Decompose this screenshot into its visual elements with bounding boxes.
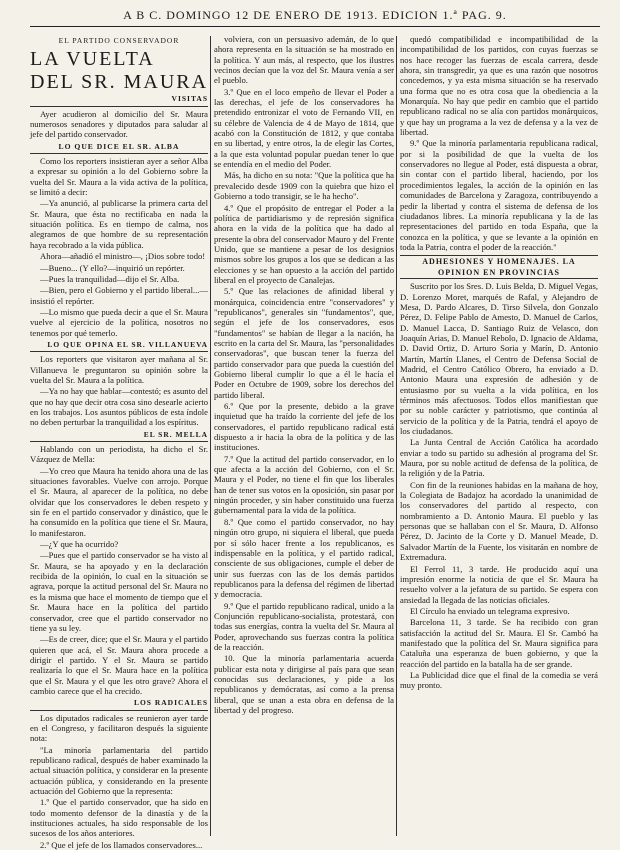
paragraph: 1.º Que el partido conservador, que ha sido en todo momento defensor de la dinastía y de la instituciones actuales, ha sido responsable de los sucesos de los años anteriores. (30, 797, 208, 839)
paragraph: La Junta Central de Acción Católica ha acordado enviar a todo su partido su adhesión al programa del Sr. Maura, por su noble actitud de defensa de la política, de la religión y de la Patria. (400, 437, 598, 479)
paragraph: El Ferrol 11, 3 tarde. He producido aquí una impresión enorme la noticia de que el Sr. Maura ha resuelto volver a la jefatura de su partido. Se espera con ansiedad la llegada de las noticias oficiales. (400, 563, 598, 605)
paragraph: —Pues la tranquilidad—dijo el Sr. Alba. (40, 273, 180, 284)
paragraph: El Círculo ha enviado un telegrama expresivo. (410, 605, 570, 616)
paragraph: Ahora—añadió el ministro—, ¡Dios sobre todo! (40, 251, 206, 262)
paragraph: —¿Y que ha ocurrido? (40, 539, 119, 550)
paragraph: Barcelona 11, 3 tarde. Se ha recibido con gran satisfacción la actitud del Sr. Maura. El Sr. Cambó ha manifestado que la política del Sr. Maura significa para Cataluña una esperanza de buen gobierno, y que la reacción del partido en la batalla ha de ser grande. (400, 617, 598, 669)
column-1 (30, 34, 209, 850)
subhead-mella: EL SR. MELLA (30, 430, 208, 442)
paragraph: Los reporters que visitaron ayer mañana al Sr. Villanueva le preguntaron su opinión sobre la vuelta del Sr. Maura a la política. (30, 354, 208, 385)
subhead-adhesiones: ADHESIONES Y HOMENAJES. LA OPINION EN PROVINCIAS (400, 255, 598, 279)
column-2 (214, 34, 394, 834)
paragraph: —Es de creer, dice; que el Sr. Maura y el partido quieren que acá, el Sr. Maura ahora procede a dirigir el partido. Y el Sr. Maura se partido realizaría lo que el Sr. Maura hace en la política que el Sr. Maura y el que les otro grave? Ahora el cambio carece que el ha crecido. (30, 634, 208, 696)
paragraph: "La minoría parlamentaria del partido republicano radical, después de haber examinado la actual situación política, y considerar en la presente actuación pública, y considerando en la presente actuación del Gobierno que la representa: (30, 744, 208, 796)
subhead-alba: LO QUE DICE EL SR. ALBA (30, 142, 208, 154)
paragraph: quedó compatibilidad e incompatibilidad de la incompatibilidad de los partidos, con cuyas fuerzas se nos hace recoger las fuerzas de escala carrera, desde ahora, sin transgredir, ya que es una razón que nosotros concedemos, y ya esta misma situación se ha reservado una forma que no es otra cosa que la obediencia a la Monarquía. No hay que pedir en cambio que el partido republicano radical no se alía con partidos monárquicos, y que hay un programa a la vez de defensa y a la vez de libertad. (400, 34, 598, 138)
subhead-radicales: LOS RADICALES (30, 698, 208, 710)
paragraph: —Yo creo que Maura ha tenido ahora una de las situaciones favorables. Vuelve con arrojo. Porque el Sr. Maura, al aparecer de la política, no debe olvidar que los conservadores le deben respeto y sin fe en el partido conservador y dinástico, que le ha consumido en la política que tiene el Sr. Maura, lo manifestaron. (30, 465, 208, 538)
paragraph: 9.º Que la minoría parlamentaria republicana radical, por si la posibilidad de que la vuelta de los conservadores no llegue al Poder, está dispuesta a obrar, sin contar con el partido liberal, haciendo, por los procedimientos legales, la acción de la opinión en las comunidades de Barcelona y Zaragoza, contribuyendo a pedir la libertad y contra el sistema de defensa de los ciudadanos libres. La minoría republicana y la de las representaciones del partido en toda España, que la conozca en la política, y que se levante a la opinión en toda la Patria, contra el poder de la reacción." (400, 138, 598, 252)
paragraph: 9.º Que el partido republicano radical, unido a la Conjunción republicano-socialista, protestará, con todas sus energías, contra la vuelta del Sr. Maura al Poder, aprovechando sus fuerzas contra la política de la reacción. (214, 600, 394, 652)
column-3 (400, 34, 598, 834)
paragraph: 5.º Que las relaciones de afinidad liberal y monárquica, coincidencia entre "conservadores" y "republicanos", generales sin "fundamentos", que, según el jefe de los conservadores, esos "fundamentos" se habían de llegar a la nación, ha escrito en la carta del Sr. Maura, las "personalidades conservadoras", que buscan tener la fuerza del partido conservador para que pueda la cuestión del Gobierno liberal cumplir lo que a él le hacía el Poder en Octubre de 1909, sobre los derechos del partido liberal. (214, 286, 394, 400)
header-rule (30, 26, 600, 27)
paragraph: 4.º Que el propósito de entregar el Poder a la política de partidiarismo y de represión significa ahora en la vida de la política que ha dado al presente la obra del conservador Mauro y del Frente Unido, que se mantiene a pesar de los designios mismos sobre los grupos a los que se dedican a las elecciones y se han opuesto a la acción del partido liberal en el proyecto de Canalejas. (214, 202, 394, 285)
paragraph: —Bueno... (Y ello?—inquirió un repórter. (40, 262, 185, 273)
paragraph: La Publicidad dice que el final de la comedia se verá muy pronto. (400, 669, 598, 691)
paragraph: 10. Que la minoría parlamentaria acuerda publicar esta nota y dirigirse al país para que sean conocidas sus declaraciones, y pide a los republicanos y demócratas, así como a la prensa liberal, que se unan a esta obra en defensa de la libertad y del progreso. (214, 653, 394, 715)
paragraph: Con fin de la reuniones habidas en la mañana de hoy, la Colegiata de Badajoz ha acordado la unanimidad de los conservadores del partido al respecto, con nombramiento a D. Antonio Maura. El pueblo y las personas que se hallaban con el Sr. Maura, D. Alfonso Pérez, D. Jacinto de la Corte y D. Manuel Meade, D. Salvador Martín de la Fuente, los visitarán en nombre de Extremadura. (400, 479, 598, 563)
paragraph: —Lo mismo que pueda decir a que el Sr. Maura vuelve al ejercicio de la política, nosotros no tenemos por qué temerlo. (30, 306, 208, 338)
paragraph: Ayer acudieron al domicilio del Sr. Maura numerosos senadores y diputados para saludar al jefe del partido conservador. (30, 108, 208, 140)
paragraph: Los diputados radicales se reunieron ayer tarde en el Congreso, y facilitaron después la siguiente nota: (30, 712, 208, 744)
subhead-visitas: VISITAS (30, 94, 208, 106)
subhead-villanueva: LO QUE OPINA EL SR. VILLANUEVA (30, 340, 208, 352)
paragraph: 7.º Que la actitud del partido conservador, en lo que afecta a la acción del Gobierno, con el Sr. Maura y el Poder, no tiene el fin que los liberales han de tener sus votos en la oposición, sin pasar por ningún proceder, y sin haber constituido una fuerza gubernamental para la vida de la política. (214, 453, 394, 516)
paragraph: 2.º Que el jefe de los llamados conservadores... (40, 839, 203, 850)
paragraph: 3.º Que en el loco empeño de llevar el Poder a las derechas, el jefe de los conservadores ha pretendido entronizar el voto de Fernando VII, en su célebre de Valencia de 4 de Mayo de 1814, que acabó con la Constitución de 1812, y que contaba en su libertad, y entre otros, la de elegir las Cortes, a la que esta voluntad popular puedan tener lo que se entendía en el medio del Poder. (214, 86, 394, 170)
paragraph: 6.º Que por la presente, debido a la grave inquietud que ha traído la corriente del jefe de los conservadores, el partido republicano radical está dispuesto a ir hacia la obra de la política y de las instituciones. (214, 401, 394, 453)
column-divider (396, 36, 397, 836)
paragraph: Hablando con un periodista, ha dicho el Sr. Vázquez de Mella: (30, 444, 208, 465)
paragraph: —Bien, pero el Gobierno y el partido liberal...—insistió el repórter. (30, 285, 208, 306)
paragraph: —Pues que el partido conservador se ha visto al Sr. Maura, se ha apoyado y en la declaración recibida de la opinión, lo cual en la situación se agrava, porque la actitud personal del Sr. Maura no es la misma que hace el momento de tiempo que el Sr. Maura hace en la política del partido conservador, cree que el partido conservador no tiene ya su ley. (30, 550, 208, 633)
section-kicker: EL PARTIDO CONSERVADOR (58, 36, 180, 45)
headline-line-2: DEL SR. MAURA (30, 71, 209, 94)
paragraph: —Ya no hay que hablar—contestó; es asunto del que no hay que decir otra cosa sino desearle acierto en los trabajos. Los asuntos públicos de esta índole no deben perturbar la tranquilidad a los espíritus. (30, 386, 208, 428)
column-divider (210, 36, 211, 836)
paragraph: —Ya anunció, al publicarse la primera carta del Sr. Maura, que ésta no rectificaba en nada la situación política. Es en tiempo de calma, nos alegramos de que hombre de su representación haya recobrado a la vida pública. (30, 198, 208, 250)
paragraph: Como los reporters insistieran ayer a señor Alba a expresar su opinión a lo del Gobierno sobre la vuelta del Sr. Maura a la vida activa de la política, se limitó a decir: (30, 156, 208, 198)
paragraph: 8.º Que como el partido conservador, no hay ningún otro grupo, ni siquiera el liberal, que pueda por sí sólo hacer frente a los republicanos, es indispensable en la política, y el partido radical, consciente de sus obligaciones, cumple el deber de unir sus fuerzas con las de los demás partidos republicanos para la defensa del régimen de libertad y democracia. (214, 516, 394, 600)
paragraph: Suscrito por los Sres. D. Luis Belda, D. Miguel Vegas, D. Lorenzo Moret, marqués de Rafal, y Alejandro de Mesa, D. Pardo Alcares, D. Tirso Silvela, don Gonzalo Pérez, D. Felipe Pablo de Amesto, D. Manuel de Carlos, D. Manuel Lacca, D. Santiago Ruiz de Velasco, don Joaquín Arias, D. Manuel Rebolo, D. Ignacio de Aldama, D. David Ortiz, D. Arturo Soria y Marín, D. Antonio Martín, Martín Llanes, el Centro de Defensa Social de Madrid, el Centro Católico Obrero, ha enviado a D. Antonio Maura una expresión de adhesión y de entusiasmo por su vuelta a la vida política, en los términos más afectuosos. Todos ellos manifiestan que por su noble carácter y patriotismo, que continúa al servicio de la política y de la Patria, tendrá el apoyo de los ciudadanos. (400, 281, 598, 437)
page-header: A B C. DOMINGO 12 DE ENERO DE 1913. EDICION 1.ª PAG. 9. (123, 8, 507, 22)
headline-line-1: LA VUELTA (30, 48, 155, 71)
paragraph: volviera, con un persuasivo ademán, de lo que ahora representa en la situación se ha mostrado en la política. Y aun más, al respecto, que los ilustres vecinos decían que la voz del Sr. Maura venía a ser el pueblo. (214, 34, 394, 86)
paragraph: Más, ha dicho en su nota: "Que la política que ha prevalecido desde 1909 con la quiebra que hizo el Gobierno a todo transigir, se le ha hecho". (214, 170, 394, 202)
